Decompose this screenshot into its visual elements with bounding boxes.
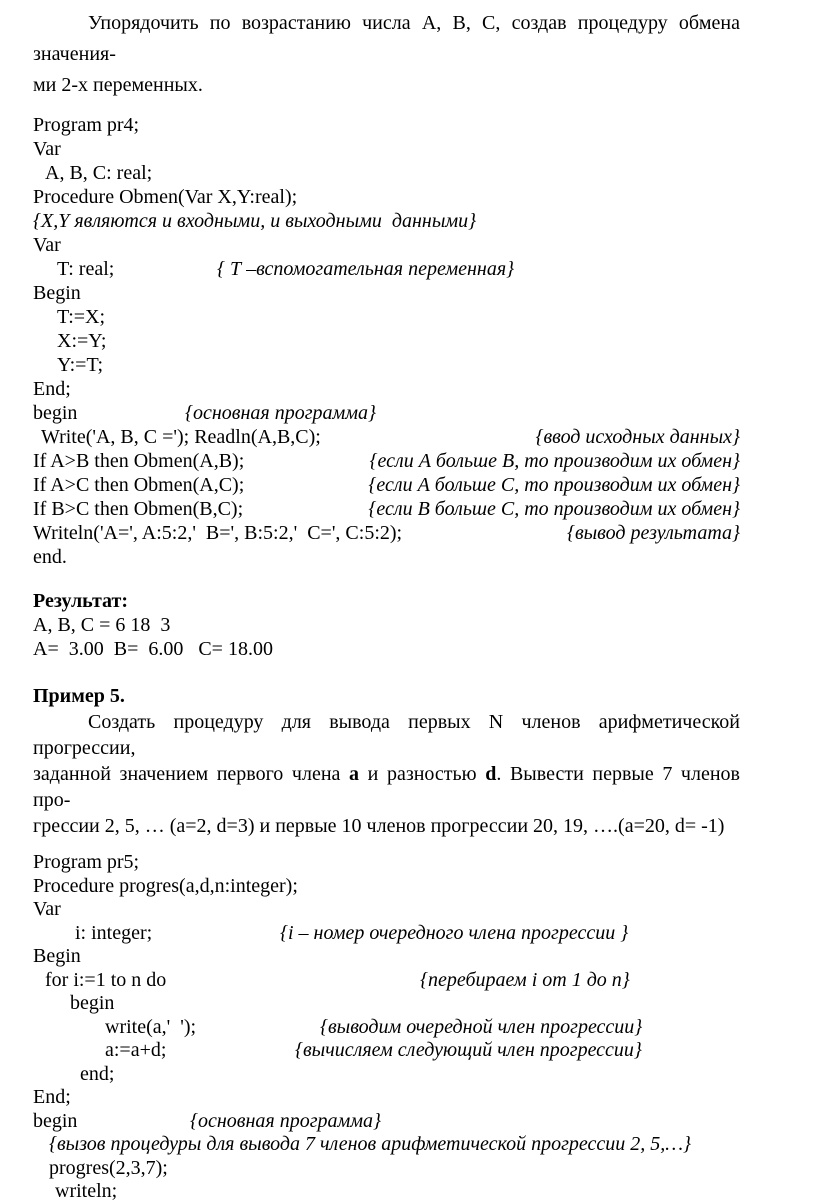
code-line [33, 945, 740, 969]
intro-paragraph [33, 8, 740, 101]
code-line [33, 137, 740, 161]
code-line [33, 497, 740, 521]
code-line [33, 1063, 740, 1087]
example5-heading: Пример 5. [33, 685, 125, 707]
comment-text: {i – номер очередного члена прогрессии } [280, 921, 629, 944]
code-text: Writeln('A=', A:5:2,' B=', B:5:2,' C=', C:5:2); [33, 522, 403, 544]
comment-text: {ввод исходных данных} [535, 426, 740, 448]
comment-line [33, 209, 740, 233]
code-line [33, 257, 740, 281]
comment-text: { Т –вспомогательная переменная} [217, 258, 515, 280]
code-text: write(a,' '); [105, 1015, 197, 1038]
code-text: Write('A, B, C ='); Readln(A,B,C); [41, 426, 321, 448]
code-text: If A>B then Obmen(A,B); [33, 450, 245, 472]
code-line [33, 425, 740, 449]
bold-variable-d: d [485, 763, 497, 785]
comment-text: {основная программа} [185, 402, 377, 424]
code-line [33, 305, 740, 329]
code-line [33, 992, 740, 1016]
code-line [33, 329, 740, 353]
intro-line: ми 2-х переменных. [33, 74, 203, 96]
code-text: for i:=1 to n do [45, 968, 167, 991]
code-text: Var [33, 234, 61, 256]
code-text: Procedure Obmen(Var X,Y:real); [33, 186, 298, 208]
code-line [33, 161, 740, 185]
comment-line [33, 1133, 740, 1157]
code-line [33, 449, 740, 473]
code-line [33, 545, 740, 569]
comment-text: {вызов процедуры для вывода 7 членов арифметической прогрессии 2, 5,…} [49, 1133, 692, 1155]
result-text: А= 3.00 В= 6.00 С= 18.00 [33, 638, 273, 660]
paragraph-text: заданной значением первого члена [33, 763, 350, 785]
result-block [33, 589, 740, 661]
code-line [33, 473, 740, 497]
intro-line: Упорядочить по возрастанию числа А, В, С, создав процедуру обмена значения- [33, 12, 740, 65]
code-text: End; [33, 1086, 71, 1108]
comment-text: {если А больше С, то производим их обмен} [368, 474, 740, 496]
comment-text: {если А больше В, то производим их обмен} [369, 450, 740, 472]
program-pr5-listing [33, 851, 740, 1204]
code-text: begin [33, 1109, 78, 1132]
code-line [33, 1016, 740, 1040]
code-line [33, 401, 740, 425]
code-text: begin [70, 992, 115, 1014]
comment-text: {перебираем i от 1 до n} [420, 968, 630, 991]
example5-section [33, 683, 740, 839]
code-text: Begin [33, 945, 81, 967]
paragraph-line: Создать процедуру для вывода первых N членов арифметической прогрессии, [33, 711, 740, 759]
comment-text: {если В больше С, то производим их обмен} [368, 498, 740, 520]
result-line [33, 613, 740, 637]
code-line [33, 1110, 740, 1134]
code-line [33, 281, 740, 305]
code-line [33, 1157, 740, 1181]
comment-text: {основная программа} [190, 1109, 382, 1132]
code-text: If A>C then Obmen(A,C); [33, 474, 245, 496]
code-text: i: integer; [75, 921, 153, 944]
code-text: Program pr5; [33, 851, 140, 873]
code-line [33, 233, 740, 257]
code-text: a:=a+d; [105, 1039, 167, 1061]
paragraph-line: грессии 2, 5, … (a=2, d=3) и первые 10 членов прогрессии 20, 19, ….(a=20, d= -1) [33, 815, 725, 837]
code-text: end. [33, 546, 67, 568]
code-text: progres(2,3,7); [49, 1156, 168, 1179]
result-heading: Результат: [33, 590, 129, 612]
code-text: Var [33, 898, 61, 920]
example5-paragraph [33, 709, 740, 839]
code-line [33, 1039, 740, 1063]
code-text: X:=Y; [57, 330, 107, 352]
paragraph-line [33, 761, 740, 813]
bold-variable-a: a [349, 763, 360, 785]
code-text: Begin [33, 282, 81, 304]
code-text: A, B, C: real; [45, 162, 153, 184]
program-pr4-listing [33, 113, 740, 569]
result-line [33, 637, 740, 661]
code-text: T: real; [57, 258, 115, 280]
code-text: End; [33, 378, 71, 400]
code-text: begin [33, 402, 78, 424]
comment-text: {вычисляем следующий член прогрессии} [295, 1039, 642, 1061]
code-text: If B>C then Obmen(B,C); [33, 498, 244, 520]
code-text: T:=X; [57, 306, 106, 328]
comment-text: {X,Y являются и входными, и выходными данными} [33, 210, 477, 232]
code-line [33, 851, 740, 875]
comment-text: {выводим очередной член прогрессии} [320, 1015, 643, 1038]
code-line [33, 969, 740, 993]
code-line [33, 1086, 740, 1110]
code-text: Y:=T; [57, 354, 104, 376]
code-text: Var [33, 138, 61, 160]
code-line [33, 521, 740, 545]
code-text: Program pr4; [33, 114, 140, 136]
code-line [33, 922, 740, 946]
code-line [33, 875, 740, 899]
code-line [33, 353, 740, 377]
code-text: Procedure progres(a,d,n:integer); [33, 874, 298, 897]
code-line [33, 113, 740, 137]
code-line [33, 185, 740, 209]
paragraph-text: и разностью [359, 763, 486, 785]
code-line [33, 377, 740, 401]
paragraph-text: . Вывести первые 7 членов про- [33, 763, 740, 811]
code-text: end; [80, 1062, 115, 1085]
result-text: А, В, С = 6 18 3 [33, 614, 171, 636]
code-line [33, 1180, 740, 1204]
comment-text: {вывод результата} [566, 522, 740, 544]
code-line [33, 898, 740, 922]
code-text: writeln; [55, 1180, 118, 1202]
